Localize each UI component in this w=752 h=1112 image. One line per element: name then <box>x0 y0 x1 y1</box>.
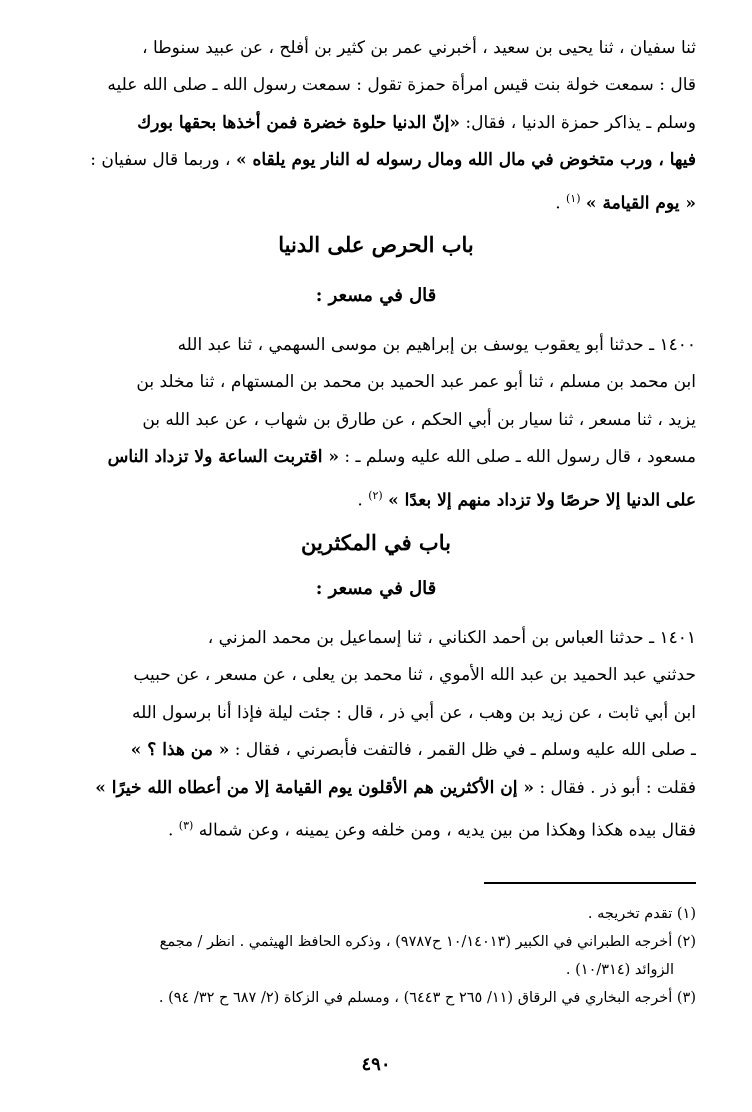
footnotes <box>50 900 696 1012</box>
footnote-3: (٣) أخرجه البخاري في الرقاق (١١/ ٢٦٥ ح ٦٤٤٣) ، ومسلم في الزكاة (٢/ ٦٨٧ ح ٣٢/ ٩٤) . <box>158 990 696 1006</box>
hadith-1400 <box>50 327 696 520</box>
hadith-quote: « إن الأكثرين هم الأقلون يوم القيامة إلا من أعطاه الله خيرًا » <box>95 777 534 798</box>
text-line: حدثني عبد الحميد بن عبد الله الأموي ، ثنا محمد بن يعلى ، عن مسعر ، عن حبيب <box>133 665 696 686</box>
text-line: يزيد ، ثنا مسعر ، ثنا سيار بن أبي الحكم ، عن طارق بن شهاب ، عن عبد الله بن <box>142 409 696 430</box>
footnote-1: (١) تقدم تخريجه . <box>587 906 696 922</box>
text-line: ١٤٠١ ـ حدثنا العباس بن أحمد الكناني ، ثنا إسماعيل بن محمد المزني ، <box>207 628 696 648</box>
footnote-separator <box>484 882 696 884</box>
text-segment: ـ صلى الله عليه وسلم ـ في ظل القمر ، فالتفت فأبصرني ، فقال : <box>234 740 696 761</box>
chapter-heading: باب الحرص على الدنيا <box>278 232 474 257</box>
text-line <box>50 770 696 807</box>
footnote-ref: (٣) <box>178 819 194 833</box>
hadith-quote: « من هذا ؟ » <box>130 740 230 761</box>
text-segment: وسلم ـ يذاكر حمزة الدنيا ، فقال: <box>465 112 696 133</box>
footnote-ref: (٢) <box>368 488 383 502</box>
text-segment: فقال بيده هكذا وهكذا من بين يديه ، ومن خلفه وعن يمينه ، وعن شماله <box>198 820 696 841</box>
text-segment: . <box>357 490 363 511</box>
footnote-2-cont: الزوائد (١٠/٣١٤) . <box>565 962 674 978</box>
text-line <box>50 180 696 223</box>
hadith-quote: « اقتربت الساعة ولا تزداد الناس <box>107 447 339 468</box>
page-number: ٤٩٠ <box>361 1054 391 1075</box>
text-line: ابن أبي ثابت ، عن زيد بن وهب ، عن أبي ذر ، قال : جئت ليلة فإذا أنا برسول الله <box>131 702 696 723</box>
text-line <box>50 142 696 179</box>
hadith-quote: «إنّ الدنيا حلوة خضرة فمن أخذها بحقها بورك <box>137 112 460 133</box>
text-line <box>50 105 696 142</box>
text-line: ابن محمد بن مسلم ، ثنا أبو عمر عبد الحميد بن محمد بن المستهام ، ثنا مخلد بن <box>136 372 696 393</box>
chapter-subheading: قال في مسعر : <box>315 578 437 599</box>
text-line <box>50 732 696 769</box>
text-segment: فقلت : أبو ذر . فقال : <box>539 777 696 798</box>
text-segment: مسعود ، قال رسول الله ـ صلى الله عليه وسلم ـ : <box>344 447 696 468</box>
hadith-quote: فيها ، ورب متخوض في مال الله ومال رسوله له النار يوم يلقاه » <box>235 150 696 171</box>
hadith-1401 <box>50 620 696 850</box>
hadith-quote: على الدنيا إلا حرصًا ولا تزداد منهم إلا بعدًا » <box>388 490 696 511</box>
hadith-quote: « يوم القيامة » <box>585 193 696 214</box>
chapter-subheading: قال في مسعر : <box>315 285 437 306</box>
footnote-2: (٢) أخرجه الطبراني في الكبير (١٠/١٤٠١٣ ح٩٧٨٧) ، وذكره الحافظ الهيثمي . انظر / مجمع <box>159 934 696 950</box>
text-line: ١٤٠٠ ـ حدثنا أبو يعقوب يوسف بن إبراهيم بن موسى السهمي ، ثنا عبد الله <box>177 335 696 355</box>
text-segment: . <box>167 820 174 841</box>
text-line: قال : سمعت خولة بنت قيس امرأة حمزة تقول : سمعت رسول الله ـ صلى الله عليه <box>107 75 696 96</box>
text-line <box>50 477 696 520</box>
chapter-heading: باب في المكثرين <box>301 530 451 555</box>
top-passage <box>50 30 696 223</box>
text-line <box>50 807 696 850</box>
footnote-ref: (١) <box>566 191 581 205</box>
text-segment: ، وربما قال سفيان : <box>90 150 231 171</box>
text-line <box>50 439 696 476</box>
text-segment: . <box>555 193 561 214</box>
text-line: ثنا سفيان ، ثنا يحيى بن سعيد ، أخبرني عمر بن كثير بن أفلح ، عن عبيد سنوطا ، <box>142 38 696 58</box>
